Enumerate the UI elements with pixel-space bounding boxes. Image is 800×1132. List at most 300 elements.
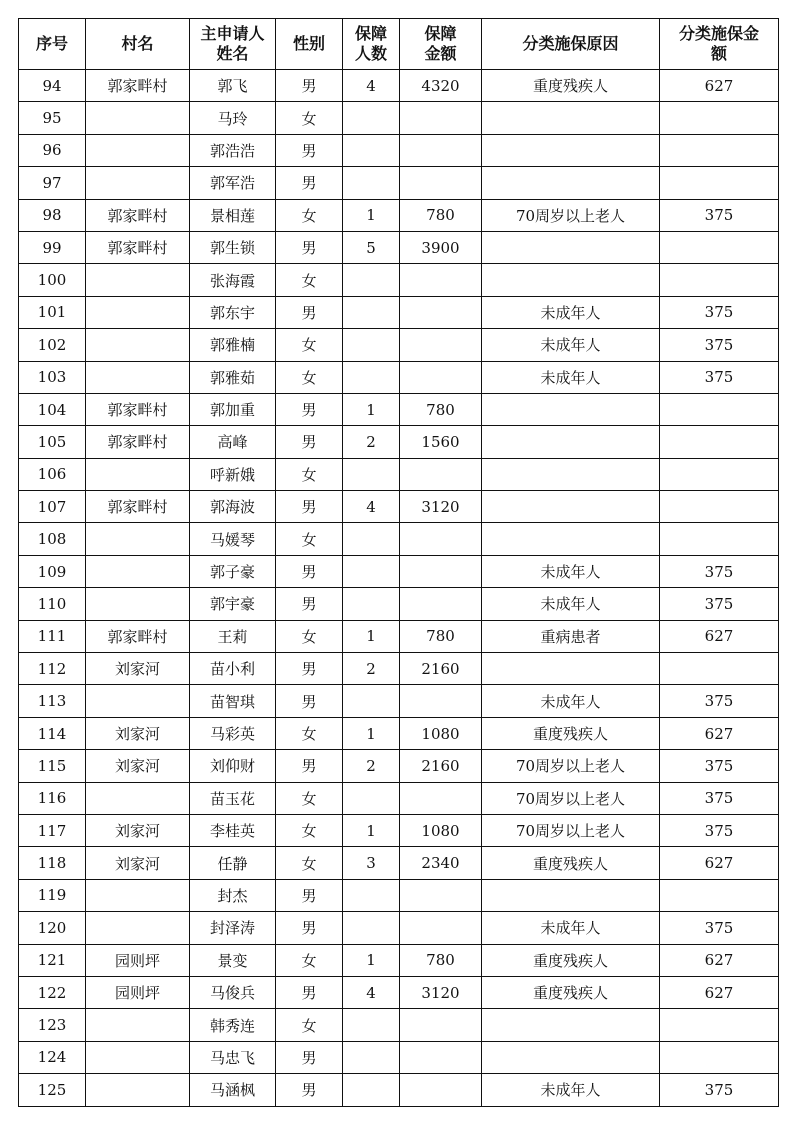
- cell-classified-amount: 375: [660, 912, 779, 944]
- cell-gender: 男: [276, 393, 343, 425]
- cell-village: [86, 264, 190, 296]
- cell-applicant-name: 封杰: [190, 879, 276, 911]
- table-row: [19, 717, 779, 749]
- cell-index: 120: [19, 912, 86, 944]
- cell-index: 98: [19, 199, 86, 231]
- cell-people-count: 1: [343, 717, 400, 749]
- cell-reason: 未成年人: [482, 361, 660, 393]
- cell-village: 郭家畔村: [86, 231, 190, 263]
- cell-classified-amount: [660, 523, 779, 555]
- cell-gender: 女: [276, 199, 343, 231]
- table-row: [19, 491, 779, 523]
- table-row: [19, 1074, 779, 1106]
- cell-people-count: [343, 167, 400, 199]
- cell-people-count: 4: [343, 491, 400, 523]
- cell-people-count: [343, 782, 400, 814]
- cell-reason: 70周岁以上老人: [482, 814, 660, 846]
- cell-index: 107: [19, 491, 86, 523]
- cell-amount: 4320: [400, 70, 482, 102]
- cell-people-count: [343, 329, 400, 361]
- cell-village: [86, 523, 190, 555]
- cell-gender: 女: [276, 102, 343, 134]
- cell-reason: [482, 426, 660, 458]
- cell-classified-amount: [660, 879, 779, 911]
- cell-people-count: 1: [343, 814, 400, 846]
- cell-people-count: 5: [343, 231, 400, 263]
- cell-classified-amount: [660, 458, 779, 490]
- cell-village: [86, 296, 190, 328]
- cell-classified-amount: 375: [660, 329, 779, 361]
- cell-classified-amount: 627: [660, 717, 779, 749]
- cell-people-count: [343, 264, 400, 296]
- cell-index: 97: [19, 167, 86, 199]
- cell-applicant-name: 韩秀连: [190, 1009, 276, 1041]
- cell-amount: [400, 523, 482, 555]
- cell-gender: 女: [276, 782, 343, 814]
- header-applicant-name-line: 姓名: [216, 44, 249, 63]
- cell-classified-amount: 627: [660, 70, 779, 102]
- header-index: [19, 19, 86, 70]
- cell-gender: 男: [276, 588, 343, 620]
- header-classified-amount-line: 分类施保金: [678, 24, 759, 43]
- cell-applicant-name: 马俊兵: [190, 976, 276, 1008]
- cell-index: 108: [19, 523, 86, 555]
- cell-index: 115: [19, 750, 86, 782]
- cell-applicant-name: 郭宇豪: [190, 588, 276, 620]
- cell-gender: 男: [276, 134, 343, 166]
- cell-classified-amount: 375: [660, 782, 779, 814]
- cell-reason: 未成年人: [482, 555, 660, 587]
- cell-index: 99: [19, 231, 86, 263]
- cell-index: 106: [19, 458, 86, 490]
- cell-amount: [400, 879, 482, 911]
- cell-people-count: 2: [343, 750, 400, 782]
- cell-index: 122: [19, 976, 86, 1008]
- table-row: [19, 814, 779, 846]
- cell-classified-amount: 375: [660, 361, 779, 393]
- cell-village: [86, 329, 190, 361]
- cell-reason: [482, 653, 660, 685]
- cell-reason: 70周岁以上老人: [482, 199, 660, 231]
- cell-amount: [400, 264, 482, 296]
- cell-amount: [400, 685, 482, 717]
- cell-people-count: [343, 1074, 400, 1106]
- cell-classified-amount: 375: [660, 296, 779, 328]
- cell-village: [86, 588, 190, 620]
- cell-people-count: [343, 1041, 400, 1073]
- cell-classified-amount: 375: [660, 199, 779, 231]
- cell-reason: 未成年人: [482, 329, 660, 361]
- cell-reason: 重度残疾人: [482, 976, 660, 1008]
- cell-classified-amount: [660, 102, 779, 134]
- cell-amount: [400, 102, 482, 134]
- cell-classified-amount: 375: [660, 685, 779, 717]
- cell-village: [86, 879, 190, 911]
- cell-amount: 1560: [400, 426, 482, 458]
- cell-index: 94: [19, 70, 86, 102]
- cell-amount: 2340: [400, 847, 482, 879]
- cell-village: [86, 1074, 190, 1106]
- header-amount-line: 金额: [424, 44, 457, 63]
- cell-village: [86, 1041, 190, 1073]
- cell-applicant-name: 任静: [190, 847, 276, 879]
- cell-reason: [482, 491, 660, 523]
- cell-index: 114: [19, 717, 86, 749]
- cell-index: 95: [19, 102, 86, 134]
- cell-gender: 男: [276, 1041, 343, 1073]
- cell-gender: 女: [276, 264, 343, 296]
- cell-classified-amount: [660, 134, 779, 166]
- cell-classified-amount: [660, 167, 779, 199]
- cell-index: 100: [19, 264, 86, 296]
- cell-index: 116: [19, 782, 86, 814]
- cell-people-count: [343, 588, 400, 620]
- cell-applicant-name: 马媛琴: [190, 523, 276, 555]
- cell-applicant-name: 郭飞: [190, 70, 276, 102]
- cell-amount: [400, 134, 482, 166]
- cell-applicant-name: 苗小利: [190, 653, 276, 685]
- cell-reason: [482, 458, 660, 490]
- cell-reason: 重度残疾人: [482, 944, 660, 976]
- header-village-line: 村名: [121, 34, 154, 53]
- cell-gender: 男: [276, 167, 343, 199]
- cell-gender: 男: [276, 1074, 343, 1106]
- table-row: [19, 523, 779, 555]
- cell-index: 112: [19, 653, 86, 685]
- table-row: [19, 426, 779, 458]
- cell-village: [86, 167, 190, 199]
- cell-people-count: 1: [343, 199, 400, 231]
- table-row: [19, 653, 779, 685]
- cell-reason: 重度残疾人: [482, 717, 660, 749]
- cell-amount: 1080: [400, 717, 482, 749]
- cell-applicant-name: 郭子豪: [190, 555, 276, 587]
- cell-gender: 男: [276, 426, 343, 458]
- cell-applicant-name: 呼新娥: [190, 458, 276, 490]
- cell-people-count: [343, 523, 400, 555]
- cell-reason: [482, 523, 660, 555]
- cell-classified-amount: 627: [660, 976, 779, 1008]
- table-row: [19, 620, 779, 652]
- cell-gender: 男: [276, 750, 343, 782]
- cell-gender: 女: [276, 458, 343, 490]
- table-row: [19, 231, 779, 263]
- table-row: [19, 167, 779, 199]
- cell-people-count: [343, 361, 400, 393]
- header-people-count: [343, 19, 400, 70]
- table-row: [19, 976, 779, 1008]
- cell-people-count: [343, 458, 400, 490]
- cell-index: 119: [19, 879, 86, 911]
- cell-amount: 3900: [400, 231, 482, 263]
- table-row: [19, 70, 779, 102]
- cell-people-count: 4: [343, 70, 400, 102]
- cell-reason: 未成年人: [482, 685, 660, 717]
- cell-applicant-name: 郭雅楠: [190, 329, 276, 361]
- cell-index: 113: [19, 685, 86, 717]
- cell-village: 园则坪: [86, 976, 190, 1008]
- cell-people-count: [343, 134, 400, 166]
- cell-village: [86, 685, 190, 717]
- table-header-row: [19, 19, 779, 70]
- cell-people-count: 2: [343, 653, 400, 685]
- document-page: [18, 18, 779, 1107]
- cell-village: [86, 134, 190, 166]
- table-row: [19, 912, 779, 944]
- table-row: [19, 393, 779, 425]
- cell-applicant-name: 马彩英: [190, 717, 276, 749]
- table-row: [19, 102, 779, 134]
- table-body: [19, 70, 779, 1107]
- cell-village: [86, 1009, 190, 1041]
- cell-classified-amount: [660, 491, 779, 523]
- cell-village: 刘家河: [86, 717, 190, 749]
- cell-amount: 2160: [400, 750, 482, 782]
- cell-gender: 男: [276, 555, 343, 587]
- cell-reason: 未成年人: [482, 588, 660, 620]
- cell-reason: 70周岁以上老人: [482, 750, 660, 782]
- cell-classified-amount: 375: [660, 814, 779, 846]
- cell-village: 郭家畔村: [86, 620, 190, 652]
- header-reason-line: 分类施保原因: [522, 34, 619, 53]
- cell-reason: 70周岁以上老人: [482, 782, 660, 814]
- cell-people-count: 1: [343, 944, 400, 976]
- cell-applicant-name: 马涵枫: [190, 1074, 276, 1106]
- cell-village: 郭家畔村: [86, 199, 190, 231]
- cell-classified-amount: [660, 426, 779, 458]
- cell-village: 刘家河: [86, 750, 190, 782]
- cell-index: 111: [19, 620, 86, 652]
- cell-index: 117: [19, 814, 86, 846]
- cell-people-count: 1: [343, 393, 400, 425]
- cell-index: 121: [19, 944, 86, 976]
- table-row: [19, 555, 779, 587]
- cell-village: 郭家畔村: [86, 426, 190, 458]
- header-classified-amount-line: 额: [710, 44, 727, 63]
- table-row: [19, 1009, 779, 1041]
- cell-index: 124: [19, 1041, 86, 1073]
- cell-gender: 女: [276, 361, 343, 393]
- cell-classified-amount: 627: [660, 944, 779, 976]
- table-row: [19, 588, 779, 620]
- table-row: [19, 329, 779, 361]
- cell-classified-amount: [660, 264, 779, 296]
- cell-people-count: 4: [343, 976, 400, 1008]
- cell-index: 110: [19, 588, 86, 620]
- cell-classified-amount: [660, 1009, 779, 1041]
- cell-people-count: 2: [343, 426, 400, 458]
- cell-gender: 女: [276, 944, 343, 976]
- cell-amount: 3120: [400, 491, 482, 523]
- cell-gender: 男: [276, 685, 343, 717]
- cell-classified-amount: [660, 1041, 779, 1073]
- cell-applicant-name: 高峰: [190, 426, 276, 458]
- cell-reason: [482, 264, 660, 296]
- cell-gender: 女: [276, 847, 343, 879]
- cell-amount: [400, 555, 482, 587]
- cell-amount: 780: [400, 199, 482, 231]
- cell-classified-amount: 627: [660, 847, 779, 879]
- cell-people-count: [343, 879, 400, 911]
- table-row: [19, 847, 779, 879]
- cell-amount: [400, 782, 482, 814]
- cell-gender: 男: [276, 912, 343, 944]
- cell-applicant-name: 刘仰财: [190, 750, 276, 782]
- assistance-table: [18, 18, 779, 1107]
- cell-reason: 重度残疾人: [482, 70, 660, 102]
- cell-gender: 女: [276, 620, 343, 652]
- table-row: [19, 1041, 779, 1073]
- cell-gender: 男: [276, 491, 343, 523]
- cell-gender: 女: [276, 717, 343, 749]
- header-people-count-line: 保障: [354, 24, 387, 43]
- cell-amount: 780: [400, 393, 482, 425]
- cell-gender: 男: [276, 70, 343, 102]
- header-gender-line: 性别: [292, 34, 325, 53]
- cell-applicant-name: 苗智琪: [190, 685, 276, 717]
- cell-village: 园则坪: [86, 944, 190, 976]
- cell-gender: 女: [276, 1009, 343, 1041]
- cell-village: 刘家河: [86, 814, 190, 846]
- header-index-line: 序号: [35, 34, 68, 53]
- cell-reason: [482, 134, 660, 166]
- cell-reason: 未成年人: [482, 1074, 660, 1106]
- cell-village: [86, 361, 190, 393]
- header-applicant-name-line: 主申请人: [200, 24, 265, 43]
- cell-people-count: [343, 912, 400, 944]
- cell-reason: [482, 1009, 660, 1041]
- cell-gender: 男: [276, 296, 343, 328]
- cell-gender: 男: [276, 231, 343, 263]
- header-amount: [400, 19, 482, 70]
- cell-classified-amount: 627: [660, 620, 779, 652]
- cell-applicant-name: 张海霞: [190, 264, 276, 296]
- cell-classified-amount: 375: [660, 555, 779, 587]
- table-row: [19, 264, 779, 296]
- cell-amount: [400, 329, 482, 361]
- cell-applicant-name: 苗玉花: [190, 782, 276, 814]
- cell-applicant-name: 郭浩浩: [190, 134, 276, 166]
- cell-classified-amount: 375: [660, 588, 779, 620]
- cell-applicant-name: 郭雅茹: [190, 361, 276, 393]
- cell-amount: [400, 296, 482, 328]
- cell-amount: 2160: [400, 653, 482, 685]
- table-row: [19, 782, 779, 814]
- cell-people-count: [343, 1009, 400, 1041]
- cell-gender: 男: [276, 976, 343, 1008]
- cell-amount: [400, 1041, 482, 1073]
- cell-amount: 780: [400, 944, 482, 976]
- cell-index: 101: [19, 296, 86, 328]
- cell-village: [86, 555, 190, 587]
- cell-applicant-name: 封泽涛: [190, 912, 276, 944]
- cell-amount: [400, 458, 482, 490]
- cell-index: 123: [19, 1009, 86, 1041]
- cell-applicant-name: 王莉: [190, 620, 276, 652]
- cell-index: 125: [19, 1074, 86, 1106]
- cell-people-count: 3: [343, 847, 400, 879]
- cell-index: 102: [19, 329, 86, 361]
- cell-reason: [482, 231, 660, 263]
- cell-people-count: [343, 685, 400, 717]
- cell-people-count: [343, 555, 400, 587]
- cell-people-count: 1: [343, 620, 400, 652]
- cell-village: [86, 458, 190, 490]
- cell-classified-amount: 375: [660, 750, 779, 782]
- cell-applicant-name: 景相莲: [190, 199, 276, 231]
- cell-amount: [400, 1074, 482, 1106]
- table-row: [19, 199, 779, 231]
- table-row: [19, 458, 779, 490]
- cell-village: 郭家畔村: [86, 491, 190, 523]
- cell-village: [86, 102, 190, 134]
- cell-index: 103: [19, 361, 86, 393]
- cell-reason: [482, 102, 660, 134]
- cell-applicant-name: 郭东宇: [190, 296, 276, 328]
- cell-applicant-name: 郭军浩: [190, 167, 276, 199]
- cell-gender: 男: [276, 653, 343, 685]
- cell-classified-amount: [660, 231, 779, 263]
- cell-reason: 重病患者: [482, 620, 660, 652]
- table-row: [19, 685, 779, 717]
- header-applicant-name: [190, 19, 276, 70]
- header-amount-line: 保障: [424, 24, 457, 43]
- cell-reason: [482, 167, 660, 199]
- cell-reason: 未成年人: [482, 912, 660, 944]
- cell-village: 刘家河: [86, 653, 190, 685]
- cell-applicant-name: 马玲: [190, 102, 276, 134]
- header-reason: [482, 19, 660, 70]
- cell-classified-amount: [660, 393, 779, 425]
- cell-amount: 1080: [400, 814, 482, 846]
- cell-applicant-name: 郭海波: [190, 491, 276, 523]
- cell-applicant-name: 郭生锁: [190, 231, 276, 263]
- table-row: [19, 361, 779, 393]
- cell-gender: 男: [276, 879, 343, 911]
- cell-reason: [482, 393, 660, 425]
- cell-index: 109: [19, 555, 86, 587]
- cell-index: 96: [19, 134, 86, 166]
- cell-village: [86, 912, 190, 944]
- cell-reason: [482, 1041, 660, 1073]
- cell-applicant-name: 郭加重: [190, 393, 276, 425]
- cell-index: 104: [19, 393, 86, 425]
- cell-village: 郭家畔村: [86, 70, 190, 102]
- header-gender: [276, 19, 343, 70]
- cell-people-count: [343, 296, 400, 328]
- table-row: [19, 134, 779, 166]
- cell-amount: 3120: [400, 976, 482, 1008]
- cell-amount: [400, 912, 482, 944]
- header-people-count-line: 人数: [354, 44, 387, 63]
- cell-gender: 女: [276, 329, 343, 361]
- cell-amount: [400, 167, 482, 199]
- cell-amount: 780: [400, 620, 482, 652]
- cell-amount: [400, 361, 482, 393]
- table-row: [19, 750, 779, 782]
- cell-applicant-name: 马忠飞: [190, 1041, 276, 1073]
- cell-classified-amount: 375: [660, 1074, 779, 1106]
- cell-village: 郭家畔村: [86, 393, 190, 425]
- cell-index: 105: [19, 426, 86, 458]
- table-row: [19, 879, 779, 911]
- cell-classified-amount: [660, 653, 779, 685]
- cell-village: 刘家河: [86, 847, 190, 879]
- cell-reason: [482, 879, 660, 911]
- header-village: [86, 19, 190, 70]
- table-row: [19, 296, 779, 328]
- cell-amount: [400, 588, 482, 620]
